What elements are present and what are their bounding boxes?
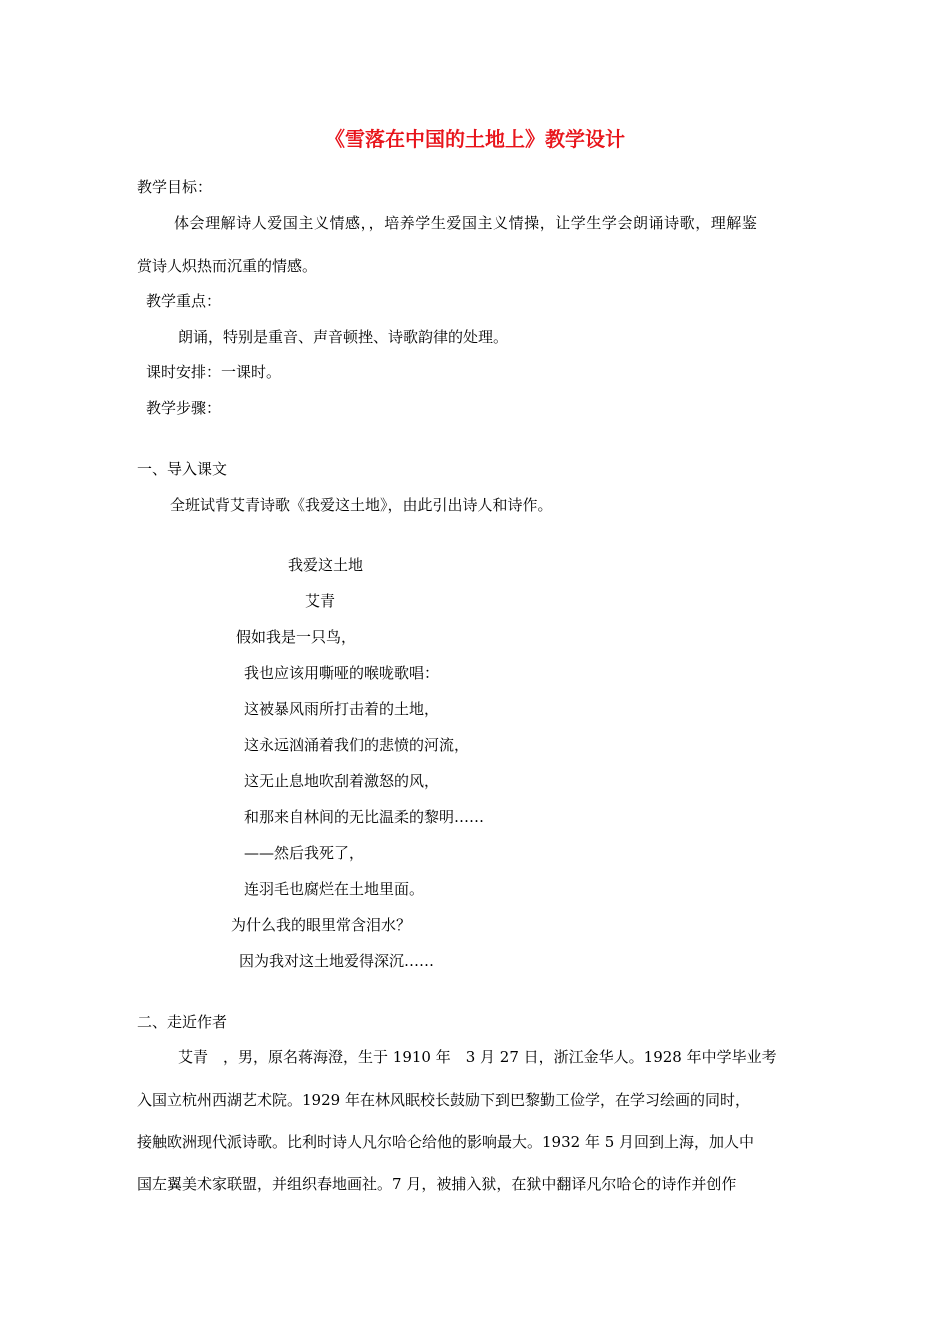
poem-line: 因为我对这土地爱得深沉…… (239, 952, 435, 970)
poem-line: 这无止息地吹刮着激怒的风， (244, 772, 440, 790)
objectives-text-line-2: 赏诗人炽热而沉重的情感。 (137, 257, 318, 275)
objectives-text-line-1: 体会理解诗人爱国主义情感，，培养学生爱国主义情操，让学生学会朗诵诗歌，理解鉴 (174, 214, 758, 232)
document-title: 《雪落在中国的土地上》教学设计 (325, 127, 625, 151)
bio-line: 入国立杭州西湖艺术院。1929 年在林风眠校长鼓励下到巴黎勤工俭学，在学习绘画的同时， (137, 1091, 750, 1109)
steps-heading: 教学步骤： (146, 399, 222, 417)
poem-line: 这永远汹涌着我们的悲愤的河流， (244, 736, 470, 754)
poem-line: 我也应该用嘶哑的喉咙歌唱： (244, 664, 440, 682)
section-2-heading: 二、走近作者 (137, 1013, 228, 1031)
bio-line: 接触欧洲现代派诗歌。比利时诗人凡尔哈仑给他的影响最大。1932 年 5 月回到上海，加人中 (137, 1133, 755, 1151)
bio-line: 国左翼美术家联盟，并组织春地画社。7 月，被捕入狱，在狱中翻译凡尔哈仑的诗作并创作 (137, 1175, 737, 1193)
poem-title: 我爱这土地 (288, 556, 364, 574)
poem-line: 这被暴风雨所打击着的土地， (244, 700, 440, 718)
poem-line: 为什么我的眼里常含泪水？ (231, 916, 412, 934)
section-1-heading: 一、导入课文 (137, 460, 228, 478)
poem-author: 艾青 (305, 592, 336, 610)
poem-line: ——然后我死了， (244, 844, 365, 862)
poem-line: 连羽毛也腐烂在土地里面。 (244, 880, 425, 898)
key-points-heading: 教学重点： (146, 292, 222, 310)
bio-line: 艾青 ，男，原名蒋海澄，生于 1910 年 3 月 27 日，浙江金华人。1928 年中学毕业考 (178, 1048, 777, 1066)
section-1-text: 全班试背艾青诗歌《我爱这土地》，由此引出诗人和诗作。 (170, 496, 553, 514)
key-points-text: 朗诵，特别是重音、声音顿挫、诗歌韵律的处理。 (178, 328, 509, 346)
schedule-text: 课时安排：一课时。 (146, 363, 282, 381)
objectives-heading: 教学目标： (137, 178, 213, 196)
poem-line: 假如我是一只鸟， (236, 628, 357, 646)
poem-line: 和那来自林间的无比温柔的黎明…… (244, 808, 485, 826)
